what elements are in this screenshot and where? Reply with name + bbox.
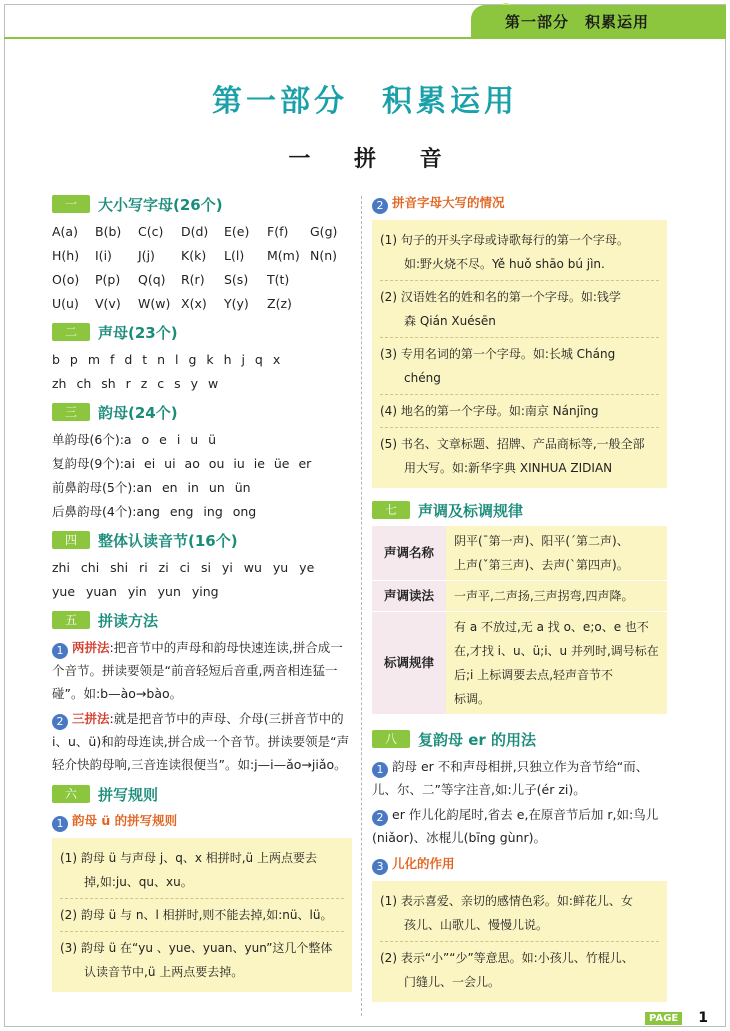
- tone-value: [446, 581, 667, 612]
- letter-cell: E(e): [224, 224, 250, 239]
- tone-line: 阴平(ˉ第一声)、阳平(ˊ第二声)、: [454, 534, 629, 548]
- letter-cell: Q(q): [138, 272, 166, 287]
- finals-line: 前鼻韵母(5个):an en in un ün: [52, 480, 251, 495]
- letter-cell: G(g): [310, 224, 338, 239]
- letter-cell: F(f): [267, 224, 289, 239]
- syllables-line: yue yuan yin yun ying: [52, 584, 219, 599]
- section-badge: 一: [52, 195, 90, 213]
- letter-cell: X(x): [181, 296, 207, 311]
- initials-line: zh ch sh r z c s y w: [52, 376, 219, 391]
- letter-cell: K(k): [181, 248, 207, 263]
- rule-text-cont: 如:野火烧不尽。Yě huǒ shāo bú jìn.: [404, 257, 605, 271]
- number-badge: 2: [372, 810, 388, 826]
- rule-item: [380, 281, 659, 338]
- sub-heading-text: 拼音字母大写的情况: [392, 195, 505, 210]
- rule-text-cont: 掉,如:ju、qu、xu。: [84, 875, 193, 889]
- number-badge: 1: [372, 762, 388, 778]
- rule-item: [60, 899, 344, 932]
- letter-cell: D(d): [181, 224, 209, 239]
- section-title: 拼写规则: [98, 785, 159, 804]
- section-badge: 八: [372, 730, 410, 748]
- letter-cell: U(u): [52, 296, 79, 311]
- rule-text: (4) 地名的第一个字母。如:南京 Nánjīng: [380, 404, 599, 418]
- rule-item: [380, 395, 659, 428]
- letter-cell: A(a): [52, 224, 78, 239]
- section-heading: [52, 192, 352, 216]
- section-title: 韵母(24个): [98, 403, 178, 422]
- column-divider: [361, 196, 362, 1016]
- rule-item: [380, 885, 659, 942]
- rule-text: (1) 句子的开头字母或诗歌每行的第一个字母。: [380, 233, 629, 247]
- tone-row: [372, 526, 667, 581]
- section-title: 声调及标调规律: [418, 501, 524, 520]
- tone-table: [372, 526, 667, 715]
- section-title: 整体认读音节(16个): [98, 531, 238, 550]
- rule-text-cont: 孩儿、山歌儿、慢慢儿说。: [404, 918, 549, 932]
- section-badge: 五: [52, 611, 90, 629]
- letter-cell: R(r): [181, 272, 205, 287]
- section-title: 复韵母 er 的用法: [418, 730, 537, 749]
- rules-box: [52, 838, 352, 992]
- tone-row: [372, 612, 667, 715]
- section-title: 拼读方法: [98, 611, 159, 630]
- tone-value: [446, 612, 667, 715]
- page-footer: [645, 1010, 708, 1026]
- header-bar: [0, 0, 730, 38]
- tone-line: 上声(ˇ第三声)、去声(ˋ第四声)。: [454, 558, 629, 572]
- er-item: [372, 755, 667, 801]
- method-text: :把音节中的声母和韵母快速连读,拼合成一个音节。拼读要领是“前音轻短后音重,两音相连猛一碰”。如:b—ào→bào。: [52, 640, 343, 701]
- section-heading: [52, 608, 352, 632]
- rule-item: [380, 224, 659, 281]
- letter-cell: B(b): [95, 224, 122, 239]
- section-badge: 四: [52, 531, 90, 549]
- section-heading: [52, 400, 352, 424]
- section-badge: 二: [52, 323, 90, 341]
- rule-item: [380, 428, 659, 484]
- sub-heading-text: 儿化的作用: [392, 856, 455, 871]
- tone-label: 声调名称: [372, 526, 446, 581]
- rule-text: (1) 韵母 ü 与声母 j、q、x 相拼时,ü 上两点要去: [60, 851, 317, 865]
- number-badge: 1: [52, 643, 68, 659]
- erhua-box: [372, 881, 667, 1002]
- rule-text: (2) 表示“小”“少”等意思。如:小孩儿、竹棍儿、: [380, 951, 634, 965]
- sub-heading-text: 韵母 ü 的拼写规则: [72, 813, 178, 828]
- method-key: 三拼法: [72, 711, 110, 726]
- tone-line: 有 a 不放过,无 a 找 o、e;o、e 也不: [454, 620, 649, 634]
- header-tab: [471, 5, 726, 37]
- letter-row: [52, 292, 352, 316]
- number-badge: 2: [372, 198, 388, 214]
- letter-grid: [52, 220, 352, 316]
- left-column: [52, 192, 352, 992]
- rule-text: (3) 韵母 ü 在“yu 、yue、yuan、yun”这几个整体: [60, 941, 333, 955]
- header-line: [4, 37, 726, 39]
- rule-text-cont: 认读音节中,ü 上两点要去掉。: [84, 965, 244, 979]
- letter-cell: J(j): [138, 248, 155, 263]
- letter-cell: W(w): [138, 296, 171, 311]
- letter-cell: Y(y): [224, 296, 249, 311]
- letter-cell: P(p): [95, 272, 121, 287]
- letter-cell: I(i): [95, 248, 112, 263]
- rule-item: [380, 338, 659, 395]
- section-badge: 三: [52, 403, 90, 421]
- letter-row: [52, 268, 352, 292]
- letter-row: [52, 244, 352, 268]
- letter-cell: C(c): [138, 224, 164, 239]
- tone-line: 一声平,二声扬,三声拐弯,四声降。: [454, 589, 634, 603]
- tone-line: 后;i 上标调要去点,轻声音节不: [454, 668, 614, 682]
- section-title: 声母(23个): [98, 323, 178, 342]
- method-text: :就是把音节中的声母、介母(三拼音节中的i、u、ü)和韵母连读,拼合成一个音节。拼读要领是“声轻介快韵母响,三音连读很便当”。如:j—i—ǎo→jiǎo。: [52, 711, 350, 772]
- sub-heading: [372, 192, 667, 214]
- finals-line: 复韵母(9个):ai ei ui ao ou iu ie üe er: [52, 456, 312, 471]
- number-badge: 3: [372, 859, 388, 875]
- tone-label: 标调规律: [372, 612, 446, 715]
- tone-line: 标调。: [454, 692, 491, 706]
- section-heading: [52, 782, 352, 806]
- letter-cell: L(l): [224, 248, 245, 263]
- er-item: [372, 803, 667, 849]
- letter-cell: S(s): [224, 272, 249, 287]
- initials-line: b p m f d t n l g k h j q x: [52, 352, 281, 367]
- method-key: 两拼法: [72, 640, 110, 655]
- section-title: 大小写字母(26个): [98, 195, 223, 214]
- method-item: [52, 636, 352, 705]
- letter-cell: H(h): [52, 248, 80, 263]
- letter-cell: T(t): [267, 272, 290, 287]
- er-text: er 作儿化韵尾时,省去 e,在原音节后加 r,如:鸟儿(niǎor)、冰棍儿(bīng gùnr)。: [372, 807, 659, 845]
- letter-cell: V(v): [95, 296, 121, 311]
- sub-heading: [52, 810, 352, 832]
- rule-text-cont: 门缝儿、一会儿。: [404, 975, 501, 989]
- syllables-line: zhi chi shi ri zi ci si yi wu yu ye: [52, 560, 315, 575]
- page-title: 第一部分 积累运用: [212, 84, 518, 119]
- rule-text: (1) 表示喜爱、亲切的感情色彩。如:鲜花儿、女: [380, 894, 633, 908]
- page-number: 1: [698, 1010, 708, 1026]
- finals-line: 后鼻韵母(4个):ang eng ing ong: [52, 504, 257, 519]
- letter-cell: Z(z): [267, 296, 292, 311]
- rule-item: [60, 932, 344, 988]
- rule-item: [60, 842, 344, 899]
- letter-cell: M(m): [267, 248, 300, 263]
- right-column: [372, 192, 667, 1002]
- rule-text-cont: 森 Qián Xuésēn: [404, 314, 496, 328]
- section-heading: [372, 727, 667, 751]
- tone-value: [446, 526, 667, 581]
- letter-cell: N(n): [310, 248, 338, 263]
- letter-row: [52, 220, 352, 244]
- number-badge: 1: [52, 816, 68, 832]
- number-badge: 2: [52, 714, 68, 730]
- tone-row: [372, 581, 667, 612]
- rule-text: (5) 书名、文章标题、招牌、产品商标等,一般全部: [380, 437, 645, 451]
- capital-rules-box: [372, 220, 667, 488]
- section-badge: 七: [372, 501, 410, 519]
- letter-cell: O(o): [52, 272, 80, 287]
- er-text: 韵母 er 不和声母相拼,只独立作为音节给“而、儿、尔、二”等字注音,如:儿子(ér zi)。: [372, 759, 649, 797]
- rule-item: [380, 942, 659, 998]
- method-item: [52, 707, 352, 776]
- sub-heading: [372, 853, 667, 875]
- rule-text: (2) 汉语姓名的姓和名的第一个字母。如:钱学: [380, 290, 621, 304]
- tone-label: 声调读法: [372, 581, 446, 612]
- page-subtitle: 一 拼 音: [288, 147, 460, 172]
- finals-line: 单韵母(6个):a o e i u ü: [52, 432, 217, 447]
- page-label: PAGE: [645, 1012, 682, 1025]
- header-tab-label: 第一部分 积累运用: [505, 13, 650, 31]
- rule-text: (3) 专用名词的第一个字母。如:长城 Cháng: [380, 347, 616, 361]
- section-heading: [52, 528, 352, 552]
- letter-cell: [310, 292, 353, 316]
- section-heading: [372, 498, 667, 522]
- tone-line: 在,才找 i、u、ü;i、u 并列时,调号标在: [454, 644, 659, 658]
- letter-cell: [310, 268, 353, 292]
- section-heading: [52, 320, 352, 344]
- rule-text: (2) 韵母 ü 与 n、l 相拼时,则不能去掉,如:nü、lü。: [60, 908, 333, 922]
- rule-text-cont: 用大写。如:新华字典 XINHUA ZIDIAN: [404, 461, 613, 475]
- rule-text-cont: chéng: [404, 371, 441, 385]
- section-badge: 六: [52, 785, 90, 803]
